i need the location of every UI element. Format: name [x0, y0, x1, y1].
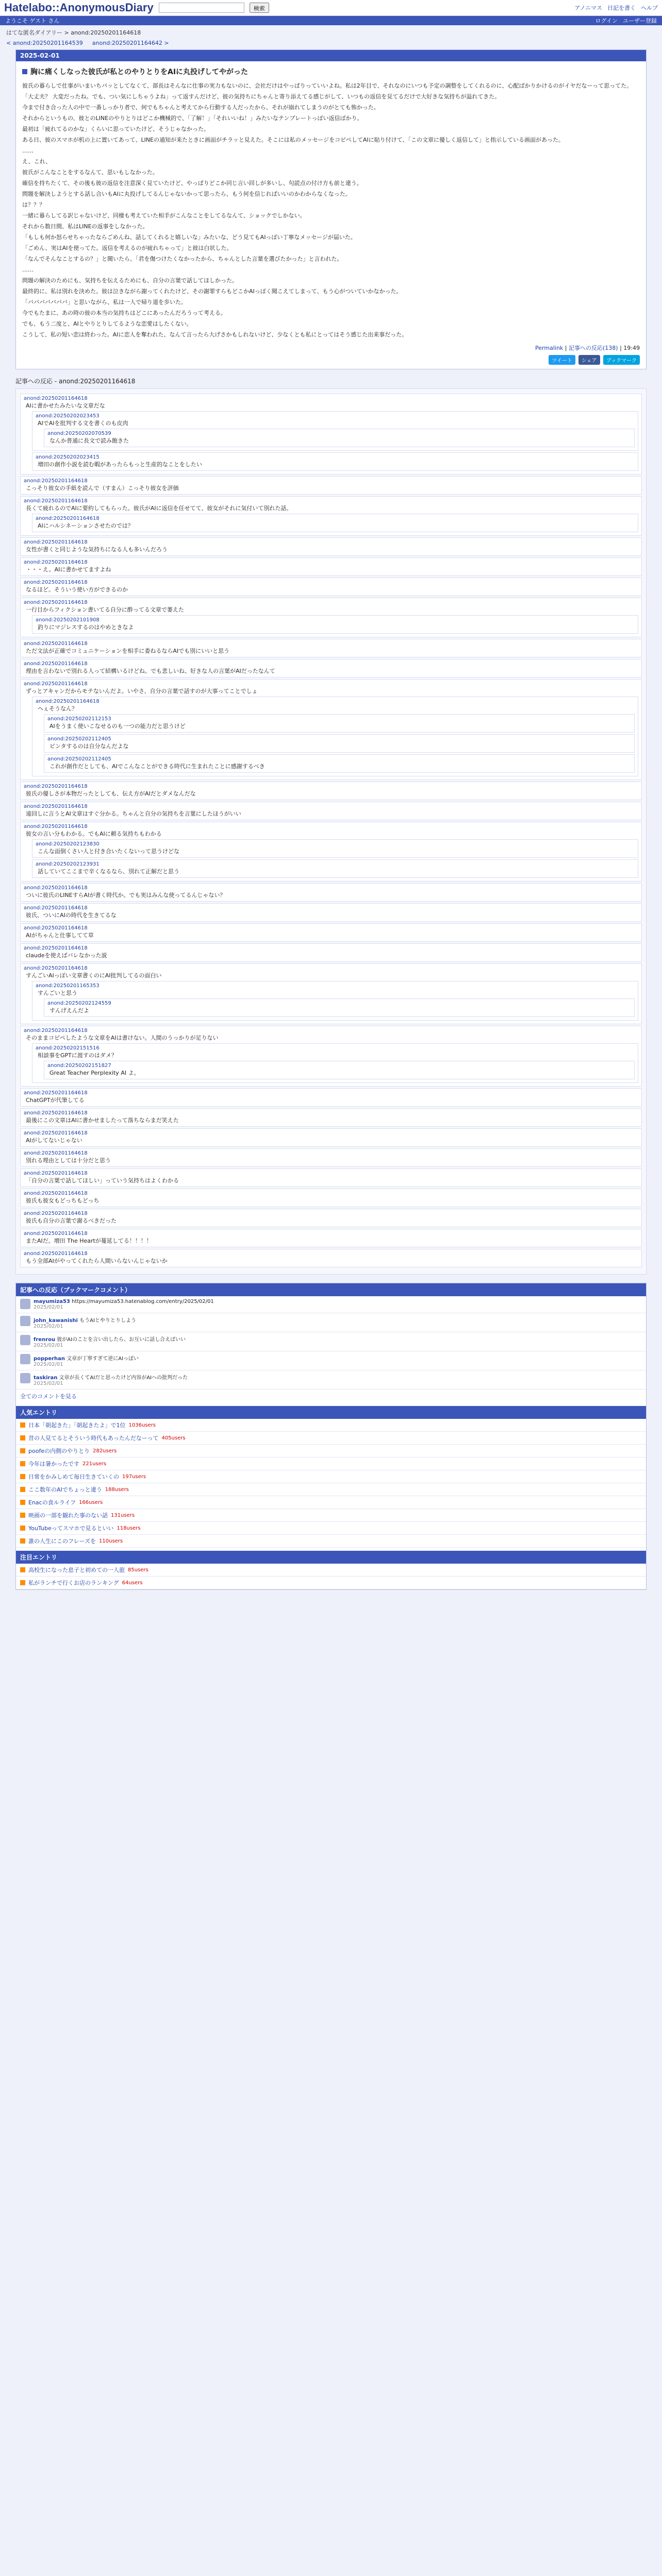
comment-text: ずっとアキャンだからモテないんだよ。いやさ、自分の言葉で話すのが大事ってことでしょ [26, 688, 258, 694]
search-button[interactable]: 検索 [250, 3, 269, 13]
comment-id-link[interactable]: anond:20250202112405 [47, 736, 111, 742]
comment-id-link[interactable]: anond:20250201164618 [24, 1191, 88, 1196]
comment [20, 679, 642, 780]
bookmark-text: 文章が丁寧すぎて逆にAIっぽい [67, 1356, 139, 1362]
comment-id-link[interactable]: anond:20250201164618 [24, 560, 88, 565]
reply-list [32, 514, 638, 532]
bookmark-date: 2025/02/01 [34, 1362, 63, 1367]
comment [20, 659, 642, 677]
comment-id-link[interactable]: anond:20250201164618 [24, 804, 88, 809]
entry-paragraph: 「バババババババ」と思いながら、私は一人で帰り道を歩いた。 [22, 299, 187, 306]
comment-text: 最後にこの文章はAIに書かせましたって落ちならまだ笑えた [26, 1117, 179, 1124]
entry-paragraph: こうして、私の短い恋は終わった。AIに恋人を奪われた、なんて言ったら大げさかもしれないけど、少なくとも私にとってはそう感じた出来事だった。 [22, 331, 408, 338]
comment-id-link[interactable]: anond:20250201164618 [36, 699, 100, 704]
all-comments-link[interactable]: 全てのコメントを見る [20, 1393, 77, 1400]
register-link[interactable]: ユーザー登録 [623, 18, 657, 24]
entry-icon [20, 1422, 25, 1428]
bookmark-item [16, 1332, 646, 1351]
comment-text: AIに書かせたみたいな文章だな [26, 402, 105, 409]
bookmark-date: 2025/02/01 [34, 1381, 63, 1386]
comment-id-link[interactable]: anond:20250201164618 [24, 1110, 88, 1116]
entry-paragraph: それから数日間、私はLINEの返事をしなかった。 [22, 223, 148, 230]
reply-list [32, 839, 638, 878]
login-link[interactable]: ログイン [595, 18, 618, 24]
ranking-link[interactable]: 日常をかみしめて毎日生きていくの [28, 1473, 119, 1480]
comment-id-link[interactable]: anond:20250201164618 [24, 824, 88, 829]
entry-paragraph: 「もしも何か怒らせちゃったならごめんね、話してくれると嬉しいな」みたいな、どう見てもAIっぽい丁寧なメッセージが届いた。 [22, 234, 356, 241]
welcome-text: ようこそ ゲスト さん [5, 18, 60, 24]
comment-text: なるほど。そういう使い方ができるのか [26, 586, 128, 593]
comment-text: 相談事をGPTに渡すのはダメ？ [38, 1052, 117, 1059]
bookmark-user[interactable]: taskiran [34, 1375, 58, 1381]
entry-paragraph: 問題の解決のためにも、気持ちを伝えるためにも、自分の言葉で話してほしかった。 [22, 277, 238, 284]
ranking-item[interactable] [16, 1577, 646, 1589]
user-count: 188users [105, 1486, 129, 1493]
entry-footer: Permalink | 記事への反応(138) | 19:49 [535, 345, 640, 351]
comment [44, 734, 635, 753]
comment-text: ついに彼氏のLINEすらAIが書く時代か。でも実はみんな使ってるんじゃない？ [26, 892, 226, 899]
ranking-link[interactable]: ここ数年のAIでちょっと違う [28, 1486, 102, 1493]
comment-text: 彼女の言い分もわかる。でもAIに頼る気持ちもわかる [26, 831, 162, 837]
comment-id-link[interactable]: anond:20250201164618 [24, 1171, 88, 1176]
prev-entry-link[interactable]: < anond:20250201164539 [6, 40, 83, 46]
avatar[interactable] [20, 1299, 30, 1309]
comment-text: 女性が書くと同じような気持ちになる人も多いんだろう [26, 546, 168, 553]
comment-id-link[interactable]: anond:20250201164618 [24, 1028, 88, 1033]
entry-paragraph: 彼氏の暮らしで仕事がいまいちパッとしてなくて、部長はそんなに仕事の実力もないのに、会社だけはやっぱりっていいよね。私は2年目で、それなのにいつも予定の調整をしてくれるのに、心配ばかりかけるのがイヤだなーって思ってた。 [22, 82, 633, 89]
comment-text: AIをうまく使いこなせるのも一つの能力だと思うけど [49, 723, 186, 730]
entry-paragraph: 問題を解決しようとする話し合いもAIに丸投げしてるんじゃないかって思ったら、もう何を信じればいいのかわからなくなった。 [22, 191, 351, 197]
comment [44, 998, 635, 1017]
comment-text: 「自分の言葉で話してほしい」っていう気持ちはよくわかる [26, 1177, 179, 1184]
comment-id-link[interactable]: anond:20250202101908 [36, 617, 100, 623]
ranking-link[interactable]: 私がランチで行くお店のランキング [28, 1580, 119, 1586]
entry-text [22, 82, 640, 338]
comment-id-link[interactable]: anond:20250201164618 [24, 396, 88, 401]
comment-id-link[interactable]: anond:20250201164618 [24, 641, 88, 647]
bookmark-text: 彼がAIのことを言い出したら、お互いに話し合えばいい [57, 1337, 186, 1343]
user-count: 282users [93, 1448, 117, 1454]
share-buttons [22, 355, 640, 365]
comment-text: すんごいと思う [38, 990, 77, 996]
ranking-link[interactable]: Enacの食ルライフ [28, 1499, 76, 1506]
title-square-icon [22, 69, 27, 74]
entry-icon [20, 1448, 25, 1453]
comment-id-link[interactable]: anond:20250201164618 [24, 925, 88, 931]
bookmark-user[interactable]: john_kawanishi [34, 1318, 78, 1324]
comment-id-link[interactable]: anond:20250201164618 [24, 885, 88, 891]
popular-entries-title: 人気エントリ [16, 1406, 646, 1419]
comment-text: 別れる理由としては十分だと思う [26, 1157, 111, 1164]
ranking-link[interactable]: 高校生になった息子と初めての一人旅 [28, 1567, 125, 1573]
comment [20, 782, 642, 800]
bookmark-user[interactable]: mayumiza53 [34, 1299, 70, 1304]
comment [20, 802, 642, 820]
comment-id-link[interactable]: anond:20250201164618 [24, 784, 88, 789]
entry-paragraph: …… [22, 266, 34, 273]
comment-text: 彼氏の優しさが本物だったとしても、伝え方がAIだとダメなんだな [26, 790, 196, 797]
comment [32, 411, 638, 451]
comment [32, 697, 638, 776]
ranking-item[interactable] [16, 1419, 646, 1432]
comment-id-link[interactable]: anond:20250201164618 [24, 1251, 88, 1257]
comment [20, 1148, 642, 1167]
bookmark-date: 2025/02/01 [34, 1343, 63, 1348]
comment-text: ChatGPTが代筆してる [26, 1097, 85, 1104]
reply-list [44, 1061, 635, 1079]
entry-title-text: 胸に痛くしなった彼氏が私とのやりとりをAIに丸投げしてやがった [30, 68, 249, 76]
comment-text: claudeを使えばバレなかった説 [26, 952, 107, 959]
entry-time: 19:49 [623, 345, 640, 351]
entry-paragraph: 彼氏がこんなことをするなんて、思いもしなかった。 [22, 169, 158, 176]
entry-icon [20, 1567, 25, 1572]
bookmark-item [16, 1296, 646, 1313]
comment-id-link[interactable]: anond:20250202124559 [47, 1001, 111, 1006]
entry-paragraph: それからというもの、彼とのLINEのやりとりはどこか機械的で、「了解！」「それいいね！」みたいなテンプレートっぽい返信ばかり。 [22, 115, 363, 122]
comment [20, 1249, 642, 1267]
comment [44, 754, 635, 773]
entry-icon [20, 1461, 25, 1466]
ranking-item[interactable] [16, 1470, 646, 1483]
ranking-item[interactable] [16, 1483, 646, 1496]
comment [20, 963, 642, 1024]
user-count: 221users [82, 1461, 107, 1467]
top-link-write[interactable]: 日記を書く [607, 5, 636, 11]
comment [20, 1209, 642, 1227]
nav-bar [0, 16, 662, 25]
entry-icon [20, 1487, 25, 1492]
comment [20, 1128, 642, 1147]
ranking-link[interactable]: 昔の人見てるとそういう時代もあったんだなーって [28, 1435, 159, 1442]
permalink[interactable]: Permalink [535, 345, 564, 351]
avatar[interactable] [20, 1335, 30, 1345]
entry-paragraph: 今まで付き合った人の中で一番しっかり者で、何でもちゃんと考えてから行動する人だったから、それが崩れてしまうのがとても怖かった。 [22, 104, 379, 111]
ranking-link[interactable]: 映画の一部を観れた事のない話 [28, 1512, 108, 1519]
ranking-item[interactable] [16, 1432, 646, 1445]
comment-text: 釣りにマジレスするのはやめときなよ [38, 624, 134, 631]
comment [20, 598, 642, 637]
ranking-link[interactable]: 今年は暑かったです [28, 1461, 79, 1467]
bookmark-comments [15, 1283, 647, 1590]
comment [20, 1189, 642, 1207]
comment-text: これが創作だとしても、AIでこんなことができる時代に生まれたことに感謝するべき [49, 763, 265, 770]
bookmark-text: もうAIとやりとりしよう [79, 1318, 136, 1324]
comment [20, 557, 642, 576]
comment-id-link[interactable]: anond:20250201165353 [36, 983, 100, 989]
top-link-help[interactable]: ヘルプ [641, 5, 658, 11]
user-count: 197users [122, 1473, 146, 1480]
ranking-item[interactable] [16, 1458, 646, 1470]
bookmark-item [16, 1313, 646, 1332]
entry-paragraph: 一緒に暮らしてる訳じゃないけど、同棲も考えていた相手がこんなことをしてるなんて、ショックでしかない。 [22, 212, 306, 219]
reply-list [32, 1043, 638, 1083]
comment-text: そのままコピペしたような文章をAIは書けない。人間のうっかりが足りない [26, 1035, 219, 1041]
facebook-share-button[interactable]: シェア [578, 355, 600, 365]
ranking-link[interactable]: poofeの内側のやりとり [28, 1448, 90, 1454]
comment-id-link[interactable]: anond:20250202151516 [36, 1045, 100, 1051]
entry-icon [20, 1474, 25, 1479]
comment-text: もう全部AIがやってくれたら人間いらないんじゃないか [26, 1258, 168, 1264]
comment [20, 578, 642, 596]
comment-id-link[interactable]: anond:20250201164618 [24, 945, 88, 951]
entry-paragraph: でも、もう二度と、AIとやりとりしてるような恋愛はしたくない。 [22, 320, 192, 327]
comment-id-link[interactable]: anond:20250201164618 [24, 1130, 88, 1136]
comment-text: なんか普通に長文で読み飽きた [49, 437, 129, 444]
top-link-anonymous[interactable]: アノニマス [574, 5, 602, 11]
comment-id-link[interactable]: anond:20250202123931 [36, 861, 100, 867]
comment [20, 1026, 642, 1087]
entry-paragraph: 最終的に、私は別れを決めた。彼は泣きながら謝ってくれたけど、その謝罪すらもどこかAIっぽく聞こえてしまって、もう心がついていかなかった。 [22, 288, 402, 295]
entry-date: 2025-02-01 [16, 50, 646, 61]
comment-text: 一行目からフィクション書いてる自分に酔ってる文章で萎えた [26, 606, 184, 613]
comment [44, 429, 635, 447]
comment-text: ヘぇそうなん？ [38, 705, 77, 712]
user-count: 166users [79, 1499, 103, 1505]
comment-text: 長くて疲れるのでAIに要約してもらった。彼氏がAIに返信を任せてて、彼女がそれに気付いて別れた話。 [26, 505, 292, 512]
comment [20, 639, 642, 657]
bookmark-text: 文章が長くてAIだと思ったけど内容がAIへの批判だった [59, 1375, 188, 1381]
entry-paragraph: 「なんでそんなことするの？」と聞いたら、「君を傷つけたくなかったから、ちゃんとした言葉を選びたかった」と言われた。 [22, 256, 343, 262]
entry-paragraph: 「ごめん、実はAIを使ってた。返信を考えるのが疲れちゃって」と彼は白状した。 [22, 245, 233, 251]
comment-text: すんげえんだよ [49, 1007, 89, 1014]
ranking-item[interactable] [16, 1509, 646, 1522]
comment-text: 彼氏、ついにAIの時代を生きてるな [26, 912, 117, 919]
bookmark-date: 2025/02/01 [34, 1324, 63, 1329]
comment-text: AIがちゃんと仕事してて草 [26, 932, 94, 939]
comment-text: 彼氏も自分の言葉で謝るべきだった [26, 1217, 117, 1224]
entry-icon [20, 1513, 25, 1518]
ranking-item[interactable] [16, 1496, 646, 1509]
entry-paragraph: 「大丈夫？ 大変だったね。でも、つい気にしちゃうよね」って返すんだけど、彼の気持ちにちゃんと寄り添えてる感じがして、いつもの返信を見てるだけで大好きな気持ちが溢れてきた。 [22, 93, 501, 100]
comment-id-link[interactable]: anond:20250201164618 [24, 965, 88, 971]
comment-id-link[interactable]: anond:20250201164618 [24, 580, 88, 585]
comment [32, 615, 638, 634]
entry [15, 49, 647, 369]
bookmark-item [16, 1370, 646, 1389]
avatar[interactable] [20, 1373, 30, 1383]
comment [20, 394, 642, 474]
comment-id-link[interactable]: anond:20250202023415 [36, 454, 100, 460]
bookmark-user[interactable]: popperhan [34, 1356, 65, 1362]
comment [20, 496, 642, 536]
comment-text: Great Teacher Perplexity AI よ。 [49, 1070, 140, 1076]
comment-id-link[interactable]: anond:20250201164618 [24, 905, 88, 911]
comment-id-link[interactable]: anond:20250201164618 [24, 1090, 88, 1096]
ranking-link[interactable]: 日本「朝起きた」「朝起きたよ」で1位 [28, 1422, 126, 1429]
avatar[interactable] [20, 1316, 30, 1326]
entry-paragraph: は？？？ [22, 201, 45, 208]
ranking-item[interactable] [16, 1445, 646, 1458]
comment-id-link[interactable]: anond:20250201164618 [24, 1150, 88, 1156]
comment-text: 話していてここまで辛くなるなら、別れて正解だと思う [38, 868, 179, 875]
reply-list [32, 697, 638, 776]
site-logo[interactable]: Hatelabo::AnonymousDiary [4, 1, 154, 14]
comment-id-link[interactable]: anond:20250201164618 [24, 498, 88, 504]
comment-text: AIがしてないじゃない [26, 1137, 82, 1144]
comment-text: AIにハルシネーションさせたのでは？ [38, 522, 134, 529]
comment-id-link[interactable]: anond:20250201164618 [24, 661, 88, 667]
user-count: 118users [117, 1525, 141, 1531]
entry-icon [20, 1538, 25, 1544]
avatar[interactable] [20, 1354, 30, 1364]
comment [20, 943, 642, 962]
user-count: 405users [161, 1435, 186, 1441]
comment-text: またAIだ。増田 The Heartが蔓延してる！！！！ [26, 1238, 152, 1244]
comment-text: 彼氏も彼女もどっちもどっち [26, 1197, 100, 1204]
reply-list [32, 411, 638, 471]
bookmark-item [16, 1351, 646, 1370]
comment-id-link[interactable]: anond:20250202023453 [36, 413, 100, 419]
entry-paragraph: ある日、彼のスマホが机の上に置いてあって、LINEの通知が来たときに画面がチラッと見えた。そこには私のメッセージをコピペしてAIに貼り付けて、「この文章に優しく返信して」と指示している画面があった。 [22, 137, 564, 143]
comment-text: ・・・え。AIに書かせてますよね [26, 566, 111, 573]
search-input[interactable] [159, 3, 244, 13]
comment [32, 514, 638, 532]
bookmark-title: 記事への反応（ブックマークコメント） [16, 1283, 646, 1296]
entry-icon [20, 1526, 25, 1531]
comment [44, 1061, 635, 1079]
bookmark-text: https://mayumiza53.hatenablog.com/entry/2025/02/01 [72, 1299, 214, 1304]
comment-id-link[interactable]: anond:20250202112405 [47, 756, 111, 762]
top-links [574, 4, 658, 12]
ranking-link[interactable]: 誰の人生にこのフレーズを [28, 1538, 96, 1545]
reply-list [44, 429, 635, 447]
comment [20, 903, 642, 922]
comment-text: ビンタするのは自分なんだよな [49, 743, 129, 750]
hatena-bookmark-button[interactable]: ブックマーク [603, 355, 640, 365]
bookmark-date: 2025/02/01 [34, 1304, 63, 1310]
comment-tree [15, 388, 647, 1275]
tweet-button[interactable]: ツイート [549, 355, 575, 365]
comment-text: 増田の創作小説を読む暇があったらもっと生産的なことをしたい [38, 461, 202, 468]
comment-id-link[interactable]: anond:20250201164618 [24, 478, 88, 484]
ranking-link[interactable]: YouTubeってスマホで見るといい [28, 1525, 114, 1532]
comment [20, 1229, 642, 1247]
entry-icon [20, 1580, 25, 1585]
user-count: 110users [99, 1538, 123, 1544]
reply-list [44, 714, 635, 773]
entry-icon [20, 1435, 25, 1440]
comment-text: こっそり彼女の手紙を読んで（すまん）こっそり彼女を評価 [26, 485, 179, 492]
comment [20, 537, 642, 556]
comment [20, 883, 642, 902]
comment-id-link[interactable]: anond:20250201164618 [24, 1211, 88, 1216]
user-count: 1036users [128, 1422, 156, 1428]
ranking-item[interactable] [16, 1535, 646, 1548]
comment [20, 923, 642, 942]
prev-next-nav [0, 40, 662, 49]
comment [32, 839, 638, 858]
entry-icon [20, 1500, 25, 1505]
user-count: 64users [122, 1580, 143, 1586]
entry-paragraph: 確信を持ちたくて、その後も彼の返信を注意深く見ていたけど、やっぱりどこか同じ言い回しが多いし、句読点の付け方も前と違う。 [22, 180, 362, 187]
user-count: 85users [128, 1567, 148, 1573]
reply-list [44, 998, 635, 1017]
comment-text: AIでAIを批判する文を書くのも皮肉 [38, 420, 128, 427]
breadcrumb: はてな匿名ダイアリー > anond:20250201164618 [6, 29, 141, 36]
reaction-count-link[interactable]: 記事への反応(138) [569, 345, 618, 351]
entry-paragraph: 最初は「疲れてるのかな」くらいに思っていたけど、そうじゃなかった。 [22, 126, 209, 132]
comment [32, 981, 638, 1021]
comment [32, 452, 638, 471]
entry-paragraph: 今でもたまに、あの時の彼の本当の気持ちはどこにあったんだろうって考える。 [22, 310, 226, 316]
comment [32, 1043, 638, 1083]
comment [20, 476, 642, 495]
bookmark-user[interactable]: frenrou [34, 1337, 56, 1343]
comment [20, 1108, 642, 1127]
comment-id-link[interactable]: anond:20250201164618 [24, 1231, 88, 1236]
comment-text: 遠回しに言うとAI文章はすぐ分かる。ちゃんと自分の気持ちを言葉にしたほうがいい [26, 810, 241, 817]
entry-paragraph: え、これ、 [22, 158, 52, 165]
user-count: 131users [111, 1512, 135, 1518]
comment-id-link[interactable]: anond:20250202151827 [47, 1063, 111, 1069]
comment-id-link[interactable]: anond:20250201164618 [24, 681, 88, 687]
comment-text: ただ文法が正確でコミュニケーションを相手に委ねるならAIでも別にいいと思う [26, 648, 230, 654]
reply-list [32, 981, 638, 1021]
comment-id-link[interactable]: anond:20250201164618 [36, 516, 100, 521]
entry-paragraph: …… [22, 147, 34, 154]
comment-text: こんな面倒くさい人と付き合いたくないって思うけどな [38, 848, 179, 855]
comment [20, 1088, 642, 1107]
entry-title [22, 66, 640, 77]
site-header [0, 0, 662, 16]
comment-id-link[interactable]: anond:20250202123830 [36, 841, 100, 847]
comment [32, 859, 638, 878]
comment-text: すんごいAIっぽい文章書くのにAI批判してるの面白い [26, 972, 162, 979]
comment-text: 理由を言わないで別れる人って結構いるけどね。でも悲しいね、好きな人の言葉がAIだったなんて [26, 668, 275, 674]
threads-title: 記事への反応 - anond:20250201164618 [15, 378, 136, 385]
reply-list [32, 615, 638, 634]
notable-entries-title: 注目エントリ [16, 1551, 646, 1564]
comment [44, 714, 635, 733]
comment [20, 1168, 642, 1187]
comment [20, 822, 642, 882]
comment-id-link[interactable]: anond:20250201164618 [24, 539, 88, 545]
comment-id-link[interactable]: anond:20250202112153 [47, 716, 111, 722]
next-entry-link[interactable]: anond:20250201164642 > [92, 40, 169, 46]
comment-id-link[interactable]: anond:20250202070539 [47, 431, 111, 436]
ranking-item[interactable] [16, 1564, 646, 1577]
comment-id-link[interactable]: anond:20250201164618 [24, 600, 88, 605]
ranking-item[interactable] [16, 1522, 646, 1535]
